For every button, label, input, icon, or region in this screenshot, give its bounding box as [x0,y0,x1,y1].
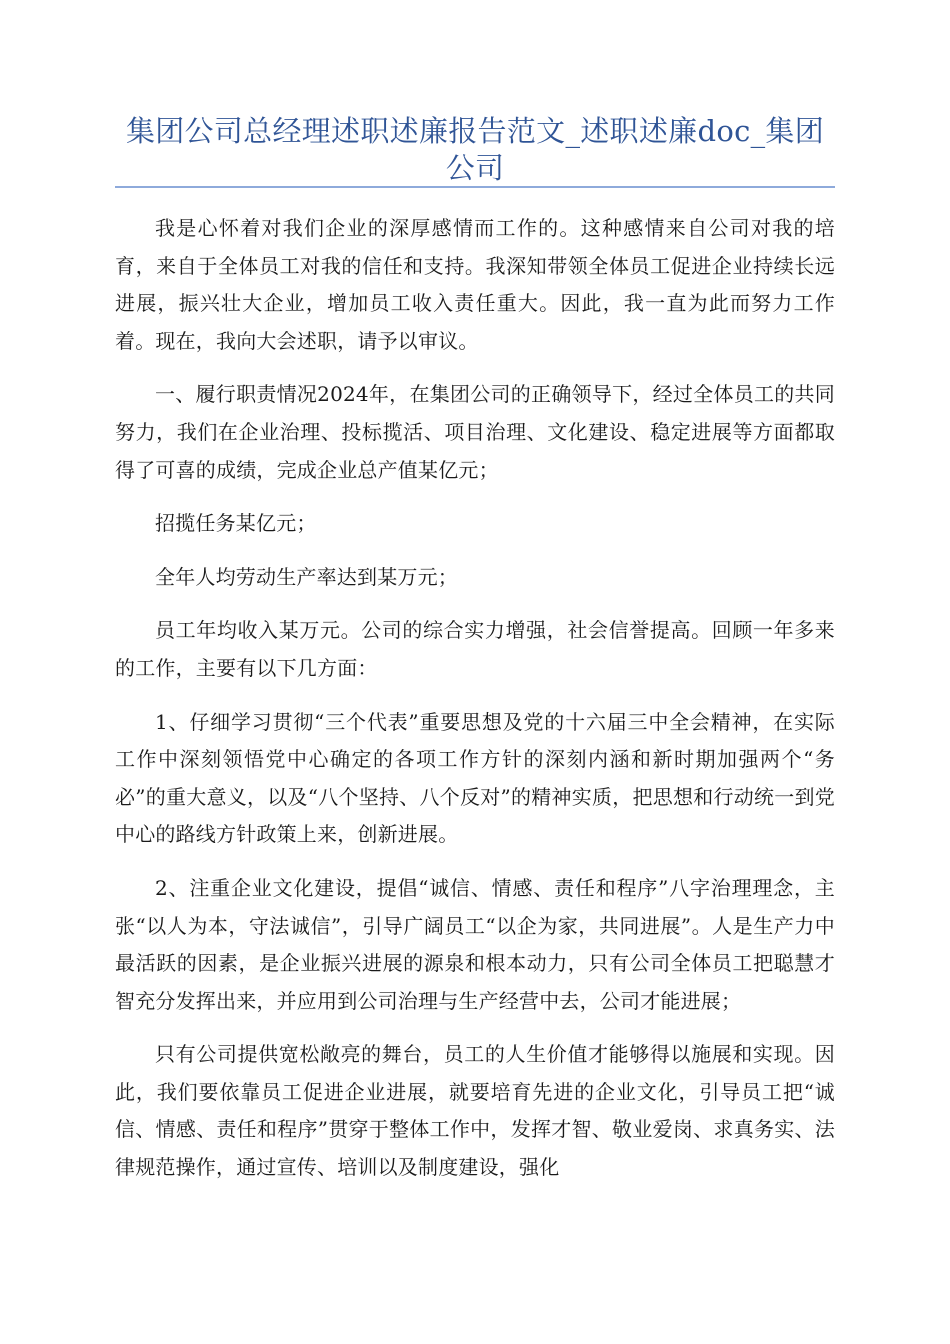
paragraph-point-2: 2、注重企业文化建设，提倡“诚信、情感、责任和程序”八字治理理念，主张“以人为本，守法诚信”，引导广阔员工“以企为家，共同进展”。人是生产力中最活跃的因素，是企业振兴进展的源泉和根本动力，只有公司全体员工把聪慧才智充分发挥出来，并应用到公司治理与生产经营中去，公司才能进展； [115,875,835,1013]
paragraph-productivity: 全年人均劳动生产率达到某万元； [155,564,458,589]
paragraph-culture: 只有公司提供宽松敞亮的舞台，员工的人生价值才能够得以施展和实现。因此，我们要依靠员工促进企业进展，就要培育先进的企业文化，引导员工把“诚信、情感、责任和程序”贯穿于整体工作中，发挥才智、敬业爱岗、求真务实、法律规范操作，通过宣传、培训以及制度建设，强化 [115,1042,835,1180]
document-title: 集团公司总经理述职述廉报告范文_述职述廉doc_集团公司 [125,114,825,185]
paragraph-intro: 我是心怀着对我们企业的深厚感情而工作的。这种感情来自公司对我的培育，来自于全体员工对我的信任和支持。我深知带领全体员工促进企业持续长远进展，振兴壮大企业，增加员工收入责任重大。因此，我一直为此而努力工作着。现在，我向大会述职，请予以审议。 [115,216,835,353]
paragraph-duties: 一、履行职责情况2024年，在集团公司的正确领导下，经过全体员工的共同努力，我们在企业治理、投标揽活、项目治理、文化建设、稳定进展等方面都取得了可喜的成绩，完成企业总产值某亿元； [115,382,835,482]
paragraph-income: 员工年均收入某万元。公司的综合实力增强，社会信誉提高。回顾一年多来的工作，主要有以下几方面： [115,618,835,680]
document-body [115,210,835,1203]
paragraph-tasks: 招揽任务某亿元； [155,511,317,536]
title-underline [115,186,835,188]
paragraph-point-1: 1、仔细学习贯彻“三个代表”重要思想及党的十六届三中全会精神，在实际工作中深刻领悟党中心确定的各项工作方针的深刻内涵和新时期加强两个“务必”的重大意义，以及“八个坚持、八个反对”的精神实质，把思想和行动统一到党中心的路线方针政策上来，创新进展。 [115,709,835,847]
